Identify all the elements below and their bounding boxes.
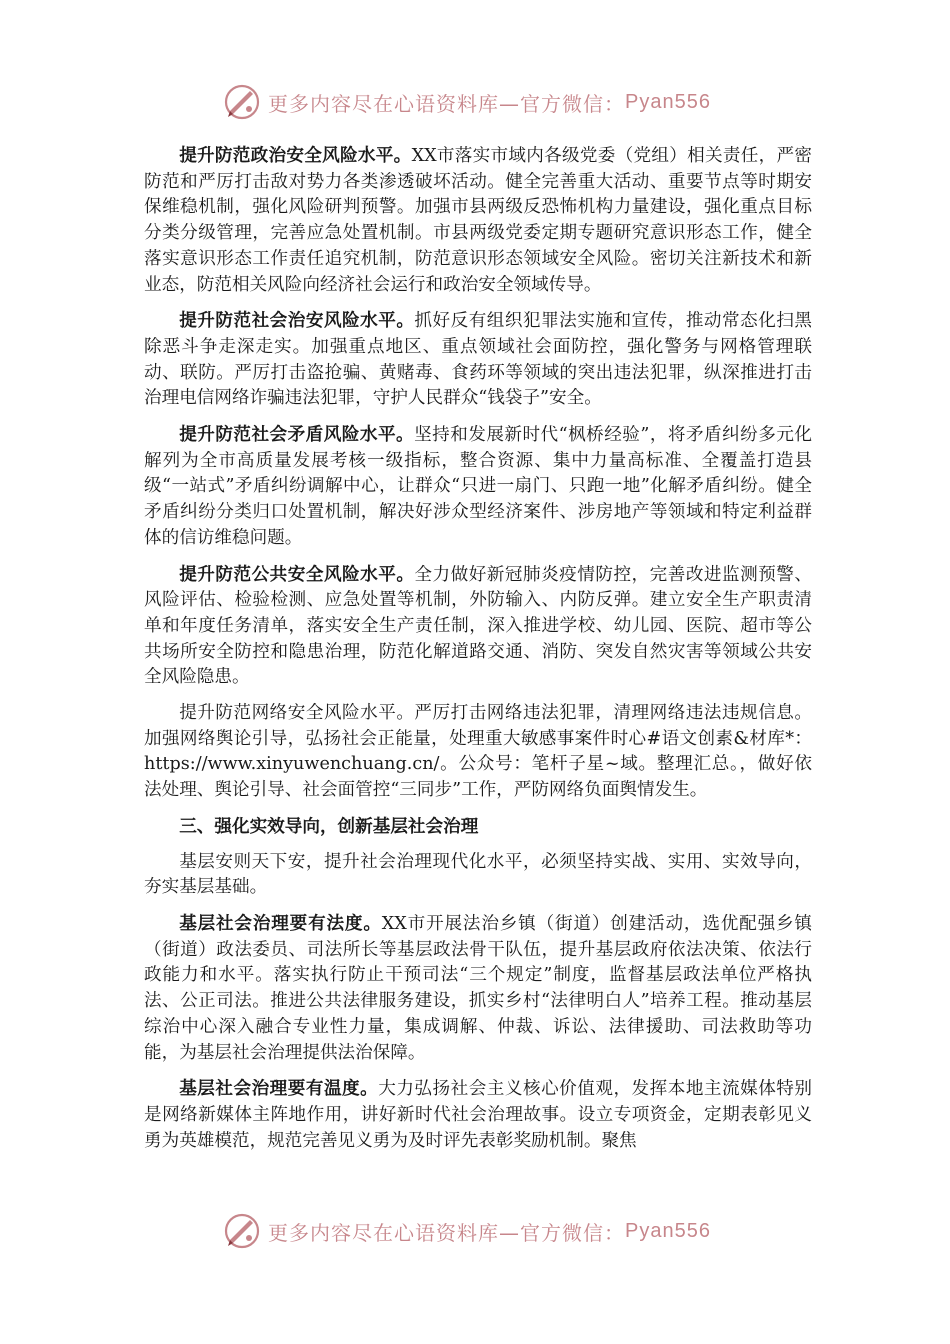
watermark-text: 更多内容尽在心语资料库—官方微信： xyxy=(268,91,625,116)
section-heading: 三、强化实效导向，创新基层社会治理 xyxy=(179,815,479,837)
watermark-banner-bottom xyxy=(222,1211,711,1251)
paragraph xyxy=(144,143,812,298)
watermark-text: 更多内容尽在心语资料库—官方微信： xyxy=(268,1220,625,1245)
paragraph-body: 大力弘扬社会主义核心价值观，发挥本地主流媒体特别是网络新媒体主阵地作用，讲好新时代社会治理故事。设立专项资金，定期表彰见义勇为英雄模范，规范完善见义勇为及时评先表彰奖励机制。聚焦 xyxy=(144,1079,812,1151)
pen-logo-icon xyxy=(222,82,262,122)
paragraph-body: XX市开展法治乡镇（街道）创建活动，选优配强乡镇（街道）政法委员、司法所长等基层政法骨干队伍，提升基层政府依法决策、依法行政能力和水平。落实执行防止干预司法“三个规定”制度，监督基层政法单位严格执法、公正司法。推进公共法律服务建设，抓实乡村“法律明白人”培养工程。推动基层综治中心深入融合专业性力量，集成调解、仲裁、诉讼、法律援助、司法救助等功能，为基层社会治理提供法治保障。 xyxy=(144,913,812,1063)
pen-logo-icon xyxy=(222,1211,262,1251)
paragraph-body: 全力做好新冠肺炎疫情防控，完善改进监测预警、风险评估、检验检测、应急处置等机制，外防输入、内防反弹。建立安全生产职责清单和年度任务清单，落实安全生产责任制，深入推进学校、幼儿园、医院、超市等公共场所安全防控和隐患治理，防范化解道路交通、消防、突发自然灾害等领域公共安全风险隐患。 xyxy=(144,564,812,688)
paragraph-lead: 提升防范政治安全风险水平。 xyxy=(179,145,412,166)
paragraph xyxy=(144,850,812,901)
paragraph-lead: 基层社会治理要有法度。 xyxy=(179,912,382,934)
paragraph-lead: 提升防范社会治安风险水平。 xyxy=(179,310,415,332)
paragraph-lead: 基层社会治理要有温度。 xyxy=(179,1078,379,1100)
paragraph xyxy=(144,911,812,1066)
paragraph-lead: 提升防范社会矛盾风险水平。 xyxy=(179,424,415,446)
wechat-id: Pyan556 xyxy=(625,1219,711,1242)
paragraph xyxy=(144,562,812,692)
wechat-id: Pyan556 xyxy=(625,90,711,113)
paragraph-body: 基层安则天下安，提升社会治理现代化水平，必须坚持实战、实用、实效导向，夯实基层基础。 xyxy=(144,851,812,898)
paragraph-body: 坚持和发展新时代“枫桥经验”，将矛盾纠纷多元化解列为全市高质量发展考核一级指标，整合资源、集中力量高标准、全覆盖打造县级“一站式”矛盾纠纷调解中心，让群众“只进一扇门、只跑一地”化解矛盾纠纷。健全矛盾纠纷分类归口处置机制，解决好涉众型经济案件、涉房地产等领域和特定利益群体的信访维稳问题。 xyxy=(144,425,812,548)
paragraph xyxy=(144,1076,812,1154)
paragraph xyxy=(144,422,812,552)
paragraph-body: 抓好反有组织犯罪法实施和宣传，推动常态化扫黑除恶斗争走深走实。加强重点地区、重点领域社会面防控，强化警务与网格管理联动、联防。严厉打击盗抢骗、黄赌毒、食药环等领域的突出违法犯罪，纵深推进打击治理电信网络诈骗违法犯罪，守护人民群众“钱袋子”安全。 xyxy=(144,311,812,409)
watermark-banner-top xyxy=(222,82,711,122)
paragraph-body: XX市落实市域内各级党委（党组）相关责任，严密防范和严厉打击敌对势力各类渗透破坏活动。健全完善重大活动、重要节点等时期安保维稳机制，强化风险研判预警。加强市县两级反恐怖机构力量建设，强化重点目标分类分级管理，完善应急处置机制。市县两级党委定期专题研究意识形态工作，健全落实意识形态工作责任追究机制，防范意识形态领域安全风险。密切关注新技术和新业态，防范相关风险向经济社会运行和政治安全领域传导。 xyxy=(144,146,812,295)
paragraph xyxy=(144,701,812,804)
paragraph-lead: 提升防范公共安全风险水平。 xyxy=(179,563,415,585)
document-body xyxy=(144,143,812,1164)
paragraph xyxy=(144,308,812,412)
paragraph-body: 提升防范网络安全风险水平。严厉打击网络违法犯罪，清理网络违法违规信息。加强网络舆论引导，弘扬社会正能量，处理重大敏感事案件时心#语文创素&材库*：https://www.xinyuwenchuang.cn/。公众号：笔杆子星~域。整理汇总。，做好依法处理、舆论引导、社会面管控“三同步”工作，严防网络负面舆情发生。 xyxy=(144,703,812,801)
